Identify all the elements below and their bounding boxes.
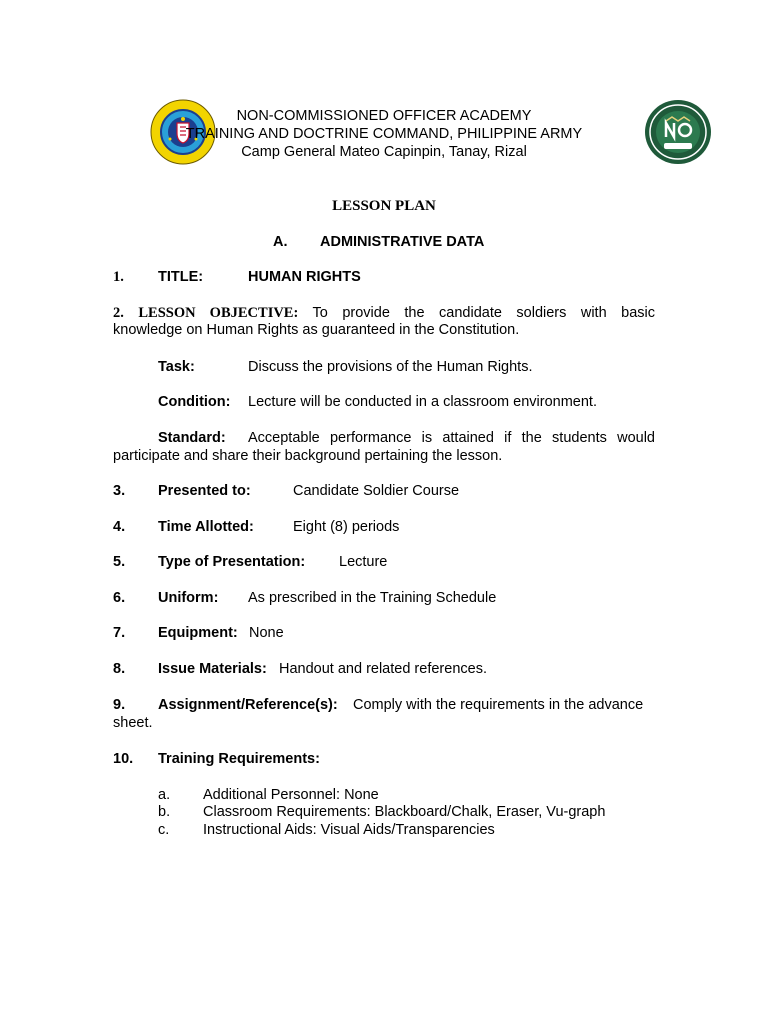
uniform-label: Uniform: (158, 590, 219, 606)
nco-academy-seal-logo (644, 99, 712, 165)
issue-materials-label: Issue Materials: (158, 661, 267, 677)
header-location: Camp General Mateo Capinpin, Tanay, Rizal (241, 144, 527, 160)
issue-materials-value: Handout and related references. (279, 661, 487, 677)
subitem-letter: c. (158, 822, 170, 838)
item-number-5: 5. (113, 554, 126, 570)
uniform-value: As prescribed in the Training Schedule (248, 590, 497, 606)
time-allotted-label: Time Allotted: (158, 519, 254, 535)
objective-text-1: To provide the candidate soldiers with basic (312, 305, 655, 321)
subitem-text: Additional Personnel: None (203, 787, 379, 803)
item-number-2: 2. (113, 305, 124, 321)
title-label: TITLE: (158, 269, 204, 285)
standard-text-1: Acceptable performance is attained if the students would (248, 430, 655, 446)
equipment-value: None (249, 625, 284, 641)
task-label: Task: (158, 359, 195, 375)
subitem-letter: a. (158, 787, 171, 803)
item-number-7: 7. (113, 625, 126, 641)
task-value: Discuss the provisions of the Human Rights. (248, 359, 533, 375)
condition-value: Lecture will be conducted in a classroom environment. (248, 394, 597, 410)
item-number-8: 8. (113, 661, 126, 677)
equipment-label: Equipment: (158, 625, 238, 641)
objective-label: LESSON OBJECTIVE: (138, 305, 299, 321)
item-number-1: 1. (113, 269, 124, 285)
section-heading: ADMINISTRATIVE DATA (320, 234, 485, 250)
header-command-name: TRAINING AND DOCTRINE COMMAND, PHILIPPINE ARMY (185, 126, 583, 142)
title-value: HUMAN RIGHTS (248, 269, 361, 285)
presented-to-label: Presented to: (158, 483, 251, 499)
item-number-3: 3. (113, 483, 126, 499)
type-presentation-label: Type of Presentation: (158, 554, 306, 570)
assignment-label: Assignment/Reference(s): (158, 697, 338, 713)
training-req-label: Training Requirements: (158, 751, 320, 767)
item-number-9: 9. (113, 697, 126, 713)
condition-label: Condition: (158, 394, 231, 410)
standard-label: Standard: (158, 430, 226, 446)
standard-text-2: participate and share their background pertaining the lesson. (113, 448, 503, 464)
objective-text-2: knowledge on Human Rights as guaranteed in the Constitution. (113, 322, 520, 338)
subitem-text: Instructional Aids: Visual Aids/Transparencies (203, 822, 495, 838)
section-letter: A. (273, 234, 288, 250)
item-number-6: 6. (113, 590, 126, 606)
item-number-10: 10. (113, 751, 134, 767)
assignment-text-2: sheet. (113, 715, 153, 731)
time-allotted-value: Eight (8) periods (293, 519, 400, 535)
document-title: LESSON PLAN (332, 198, 436, 214)
subitem-text: Classroom Requirements: Blackboard/Chalk, Eraser, Vu-graph (203, 804, 606, 820)
subitem-letter: b. (158, 804, 171, 820)
objective-line-1 (113, 305, 655, 322)
type-presentation-value: Lecture (339, 554, 388, 570)
header-academy-name: NON-COMMISSIONED OFFICER ACADEMY (236, 108, 532, 124)
item-number-4: 4. (113, 519, 126, 535)
assignment-text-1: Comply with the requirements in the advance (353, 697, 644, 713)
presented-to-value: Candidate Soldier Course (293, 483, 460, 499)
